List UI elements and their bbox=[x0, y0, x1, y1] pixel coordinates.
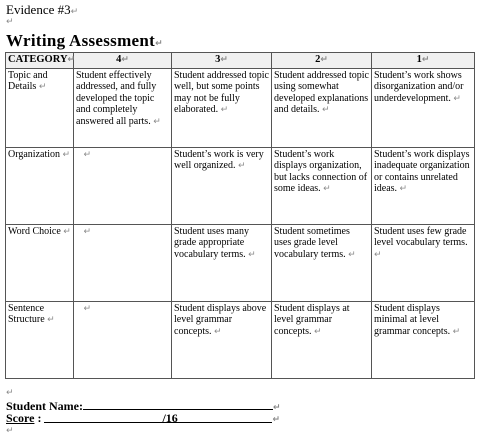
row-category-sentence-structure: Sentence Structure ↵ bbox=[6, 301, 74, 378]
paragraph-mark: ↵ bbox=[155, 39, 163, 49]
score-label: Score bbox=[6, 411, 35, 425]
rubric-cell: ↵ bbox=[74, 147, 172, 224]
rubric-cell: Student displays above level grammar concepts. ↵ bbox=[172, 301, 272, 378]
rubric-cell: Student effectively addressed, and fully developed the topic and completely answered all parts. ↵ bbox=[74, 68, 172, 147]
score-total: /16 bbox=[162, 411, 178, 425]
table-row bbox=[6, 147, 475, 224]
rubric-cell: Student sometimes uses grade level vocabulary terms. ↵ bbox=[272, 224, 372, 301]
rubric-cell: Student’s work displays organization, but lacks connection of some ideas. ↵ bbox=[272, 147, 372, 224]
rubric-table bbox=[5, 52, 475, 379]
row-category-organization: Organization ↵ bbox=[6, 147, 74, 224]
column-header-1: 1↵ bbox=[372, 53, 475, 69]
rubric-cell: Student addressed topic well, but some points may not be fully elaborated. ↵ bbox=[172, 68, 272, 147]
rubric-cell: Student uses few grade level vocabulary terms. ↵ bbox=[372, 224, 475, 301]
page-title: Writing Assessment↵ bbox=[6, 31, 163, 50]
column-header-3: 3↵ bbox=[172, 53, 272, 69]
score-line[interactable] bbox=[44, 411, 272, 423]
rubric-cell: Student uses many grade appropriate vocabulary terms. ↵ bbox=[172, 224, 272, 301]
rubric-cell: Student’s work displays inadequate organization or contains unrelated ideas. ↵ bbox=[372, 147, 475, 224]
row-category-word-choice: Word Choice ↵ bbox=[6, 224, 74, 301]
rubric-header-row bbox=[6, 53, 475, 69]
table-row bbox=[6, 68, 475, 147]
row-category-topic-details: Topic and Details ↵ bbox=[6, 68, 74, 147]
paragraph-mark: ↵ bbox=[6, 388, 14, 398]
column-header-2: 2↵ bbox=[272, 53, 372, 69]
student-name-field[interactable]: Student Name: ↵ bbox=[6, 399, 281, 413]
paragraph-mark: ↵ bbox=[6, 17, 14, 27]
rubric-cell: Student addressed topic using somewhat developed explanations and details. ↵ bbox=[272, 68, 372, 147]
column-header-4: 4↵ bbox=[74, 53, 172, 69]
column-header-category: CATEGORY↵ bbox=[6, 53, 74, 69]
rubric-cell: Student displays at level grammar concepts. ↵ bbox=[272, 301, 372, 378]
table-row bbox=[6, 224, 475, 301]
rubric-cell: Student displays minimal at level grammar concepts. ↵ bbox=[372, 301, 475, 378]
student-name-label: Student Name: bbox=[6, 399, 83, 413]
rubric-cell: ↵ bbox=[74, 224, 172, 301]
paragraph-mark: ↵ bbox=[70, 7, 79, 17]
score-field[interactable]: Score : /16 ↵ bbox=[6, 411, 280, 425]
paragraph-mark: ↵ bbox=[6, 426, 14, 436]
rubric-cell: Student’s work shows disorganization and/or underdevelopment. ↵ bbox=[372, 68, 475, 147]
student-name-line[interactable] bbox=[83, 398, 273, 410]
rubric-cell: ↵ bbox=[74, 301, 172, 378]
rubric-cell: Student’s work is very well organized. ↵ bbox=[172, 147, 272, 224]
evidence-label: Evidence #3↵ bbox=[6, 2, 79, 17]
table-row bbox=[6, 301, 475, 378]
